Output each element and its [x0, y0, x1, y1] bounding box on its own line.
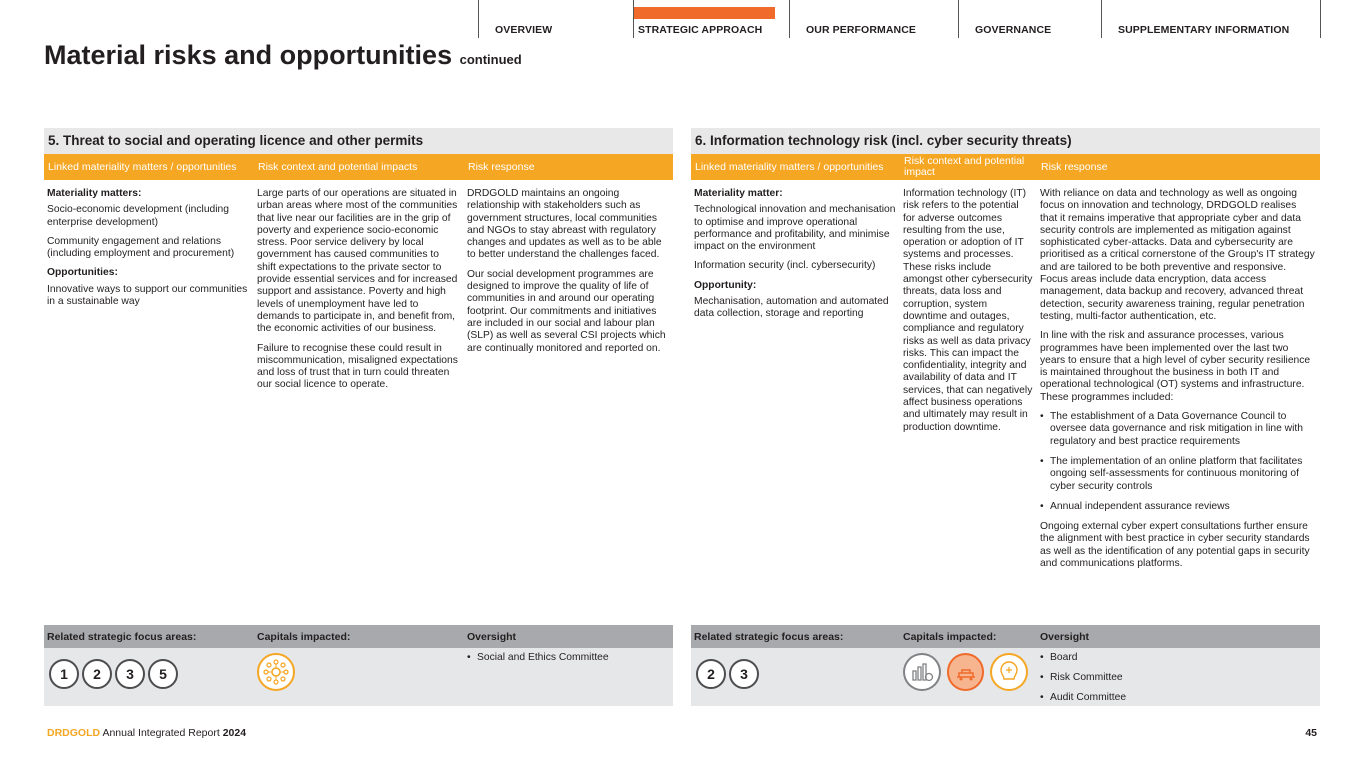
- col-header-context: Risk context and potential impacts: [258, 160, 418, 173]
- response-bullet: • The establishment of a Data Governance Council to oversee data governance and risk mitigation in line with regulatory and best practice requirements: [1040, 411, 1316, 448]
- oversight-label: Oversight: [1040, 631, 1090, 643]
- context-paragraph: Information technology (IT) risk refers to the potential for adverse outcomes resulting from the use, operation or adoption of IT systems and processes. These risks include amongst other cybersecurity threats, data loss and corruption, system downtime and outages, compliance and regulatory risks as well as data privacy risks. This can impact the confidentiality, integrity and availability of data and IT services, that can negatively affect business operations and ultimately may result in production downtime.: [903, 188, 1033, 433]
- opportunities-label: Opportunities:: [47, 267, 118, 279]
- nav-overview[interactable]: OVERVIEW: [478, 0, 633, 38]
- materiality-item: Technological innovation and mechanisation to optimise and improve operational performance and profitability, and minimise impact on the environment: [694, 204, 896, 253]
- response-paragraph: DRDGOLD maintains an ongoing relationship with stakeholders such as government structures, local communities and NGOs to stay abreast with regulatory changes and updates as well as to be able to better understand the challenges faced.: [467, 188, 662, 261]
- context-paragraph: Failure to recognise these could result in miscommunication, misaligned expectations and loss of trust that in turn could threaten our social licence to operate.: [257, 342, 458, 391]
- capitals-impacted: [900, 648, 1037, 706]
- response-bullet: • Annual independent assurance reviews: [1040, 501, 1316, 513]
- focus-areas: [44, 648, 254, 706]
- risk-panel-social-licence: [44, 128, 673, 706]
- focus-area-badge: 2: [696, 659, 726, 689]
- materiality-item: Socio-economic development (including enterprise development): [47, 204, 230, 228]
- oversight-label: Oversight: [467, 631, 517, 643]
- top-navigation: [478, 0, 1321, 38]
- col-header-context: Risk context and potential impact: [904, 155, 1025, 178]
- manufactured-capital-icon: [947, 653, 985, 691]
- report-footer: [47, 727, 246, 739]
- capitals-label: Capitals impacted:: [903, 631, 997, 643]
- report-year: 2024: [222, 727, 247, 739]
- focus-area-badge: 5: [148, 659, 178, 689]
- focus-areas-label: Related strategic focus areas:: [47, 631, 197, 643]
- materiality-column: [44, 180, 254, 625]
- focus-areas-label: Related strategic focus areas:: [694, 631, 844, 643]
- oversight-item: • Audit Committee: [1040, 692, 1317, 704]
- capitals-impacted: [254, 648, 464, 706]
- materiality-item: Information security (incl. cybersecurity): [694, 260, 876, 272]
- materiality-column: [691, 180, 900, 625]
- oversight-item: • Board: [1040, 652, 1317, 664]
- oversight-list: [1037, 648, 1320, 706]
- response-column: [1037, 180, 1320, 625]
- response-paragraph: Ongoing external cyber expert consultations further ensure the alignment with best practice in cyber security standards as well as the identification of any potential gaps in security and communications platforms.: [1040, 521, 1310, 570]
- risk-panel-it-risk: [691, 128, 1320, 706]
- focus-area-badge: 3: [729, 659, 759, 689]
- social-relationship-capital-icon: [257, 653, 295, 691]
- page-title-suffix: continued: [459, 52, 522, 67]
- page-title: [44, 40, 522, 71]
- page-number: 45: [1305, 727, 1317, 739]
- report-name: Annual Integrated Report: [102, 727, 220, 739]
- context-paragraph: Large parts of our operations are situated in urban areas where most of the communities that live near our facilities are in the grip of poverty and experience socio-economic stress. Poor service delivery by local government has caused communities to shift expectations to the private sector to provide essential services and for increased support and assistance. Poverty and high levels of unemployment have led to demands to participate in, and benefit from, the economic activities of our business.: [257, 188, 458, 335]
- nav-strategic-approach[interactable]: [633, 0, 789, 38]
- focus-area-badge: 1: [49, 659, 79, 689]
- col-header-response: Risk response: [1041, 160, 1108, 173]
- active-tab-indicator: [634, 7, 775, 19]
- column-headers: [691, 154, 1320, 180]
- oversight-list: [464, 648, 673, 706]
- oversight-item: • Risk Committee: [1040, 672, 1317, 684]
- nav-our-performance[interactable]: OUR PERFORMANCE: [789, 0, 958, 38]
- panel-footer-headers: [691, 625, 1320, 648]
- panel-footer-body: [691, 648, 1320, 706]
- financial-capital-icon: [903, 653, 941, 691]
- panel-content: [44, 180, 673, 625]
- capitals-label: Capitals impacted:: [257, 631, 351, 643]
- response-bullets: [1040, 411, 1316, 513]
- col-header-materiality: Linked materiality matters / opportunities: [695, 160, 884, 173]
- col-header-response: Risk response: [468, 160, 535, 173]
- nav-governance[interactable]: GOVERNANCE: [958, 0, 1101, 38]
- panel-content: [691, 180, 1320, 625]
- materiality-item: Community engagement and relations (including employment and procurement): [47, 235, 235, 260]
- brand-name: DRDGOLD: [47, 727, 101, 739]
- opportunity-item: Innovative ways to support our communities in a sustainable way: [47, 283, 248, 308]
- focus-area-badge: 3: [115, 659, 145, 689]
- panel-footer-headers: [44, 625, 673, 648]
- context-column: [254, 180, 464, 625]
- panel-heading: 6. Information technology risk (incl. cyber security threats): [691, 128, 1320, 154]
- materiality-label: Materiality matters:: [47, 188, 142, 199]
- response-column: [464, 180, 673, 625]
- response-paragraph: With reliance on data and technology as well as ongoing focus on innovation and technology, DRDGOLD realises that it remains imperative that appropriate cyber and data security controls are implemented as mitigation against sophisticated cyber-attacks. Data and cybersecurity are prioritised as a critical cornerstone of the Group's IT strategy and are tailored to be both preventive and responsive. Focus areas include data encryption, data access management, data backup and recovery, advanced threat detection, security awareness training, regular penetration testing, multi-factor authentication, etc.: [1040, 188, 1315, 322]
- response-paragraph: In line with the risk and assurance processes, various programmes have been implemented over the last two years to ensure that a high level of cyber security resilience is maintained throughout the business in both IT and operational technological (OT) systems and infrastructure. These programmes included:: [1040, 330, 1311, 403]
- focus-area-badge: 2: [82, 659, 112, 689]
- col-header-materiality: Linked materiality matters / opportunities: [48, 160, 237, 173]
- panel-footer-body: [44, 648, 673, 706]
- opportunity-item: Mechanisation, automation and automated data collection, storage and reporting: [694, 296, 889, 320]
- page-title-text: Material risks and opportunities: [44, 40, 453, 70]
- opportunities-label: Opportunity:: [694, 279, 757, 291]
- intellectual-capital-icon: [990, 653, 1028, 691]
- materiality-label: Materiality matter:: [694, 188, 783, 199]
- response-paragraph: Our social development programmes are designed to improve the quality of life of communities in and around our operating footprint. Our commitments and initiatives are included in our social and labour plan (SLP) as well as several CSI projects which are continually monitored and reported on.: [467, 268, 666, 354]
- column-headers: [44, 154, 673, 180]
- panel-heading: 5. Threat to social and operating licence and other permits: [44, 128, 673, 154]
- nav-strategic-label: STRATEGIC APPROACH: [638, 24, 763, 36]
- nav-supplementary-information[interactable]: SUPPLEMENTARY INFORMATION: [1101, 0, 1321, 38]
- response-bullet: • The implementation of an online platform that facilitates ongoing self-assessments for continuous monitoring of cyber security controls: [1040, 456, 1316, 493]
- oversight-item: • Social and Ethics Committee: [467, 652, 670, 664]
- focus-areas: [691, 648, 900, 706]
- context-column: [900, 180, 1037, 625]
